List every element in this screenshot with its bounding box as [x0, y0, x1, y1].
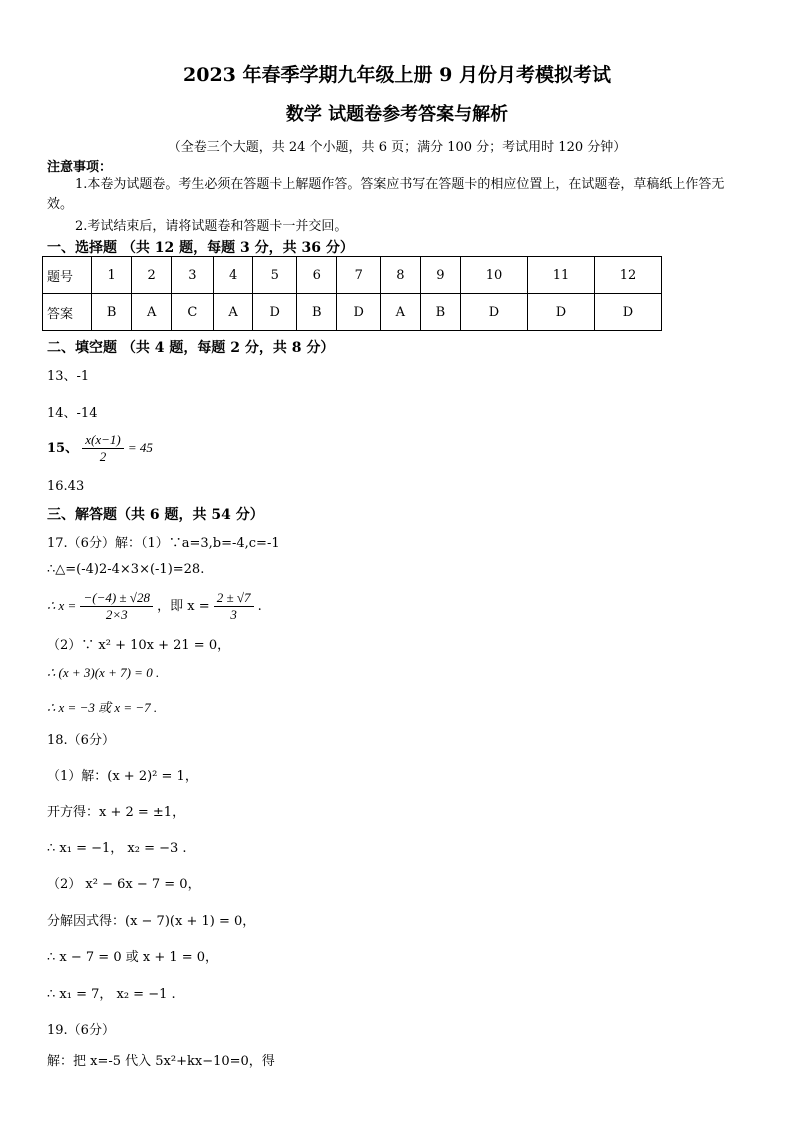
answer-15-rhs: = 45: [127, 440, 153, 455]
q18-line-4: （2） x² − 6x − 7 = 0，: [47, 877, 201, 892]
question-number: 7: [337, 257, 381, 294]
notes-item-2: 2.考试结束后，请将试题卷和答题卡一并交回。: [75, 219, 348, 234]
section-3-heading: 三、解答题（共 6 题，共 54 分）: [47, 507, 264, 523]
question-number: 10: [461, 257, 528, 294]
answer-cell: B: [420, 294, 460, 331]
q17-fraction-1: [80, 590, 152, 623]
answer-15-denominator: 2: [99, 449, 107, 464]
table-row-numbers: [43, 257, 662, 294]
question-number: 1: [92, 257, 132, 294]
q17-line-1: 17.（6分）解：（1）∵a=3,b=-4,c=-1: [47, 536, 280, 551]
question-number: 3: [171, 257, 213, 294]
q17-line-3: [47, 590, 262, 623]
answer-15: [47, 432, 153, 465]
q17-fraction-2: [214, 590, 254, 623]
answer-15-fraction: [82, 432, 123, 465]
question-number: 6: [297, 257, 337, 294]
question-number: 12: [594, 257, 661, 294]
section-2-heading: 二、填空题 （共 4 题，每题 2 分，共 8 分）: [47, 340, 335, 356]
answer-cell: D: [527, 294, 594, 331]
answer-cell: C: [171, 294, 213, 331]
answer-cell: A: [381, 294, 421, 331]
q17-line-4: （2）∵ x² + 10x + 21 = 0，: [47, 638, 231, 653]
answer-cell: A: [213, 294, 253, 331]
q18-line-0: 18.（6分）: [47, 733, 115, 748]
answer-16: 16.43: [47, 479, 85, 494]
answer-cell: D: [461, 294, 528, 331]
answer-table: [42, 256, 662, 331]
section-1-heading: 一、选择题 （共 12 题，每题 3 分，共 36 分）: [47, 240, 354, 256]
answer-cell: D: [253, 294, 297, 331]
answer-14: 14、-14: [47, 406, 98, 421]
q18-line-5: 分解因式得：(x − 7)(x + 1) = 0，: [47, 914, 256, 929]
q17-fraction-2-denominator: 3: [230, 607, 237, 622]
question-number: 9: [420, 257, 460, 294]
exam-info: （全卷三个大题，共 24 个小题，共 6 页；满分 100 分；考试用时 120 分钟）: [167, 140, 627, 155]
answer-15-label: 15、: [47, 441, 79, 456]
answer-cell: D: [594, 294, 661, 331]
q19-line-0: 19.（6分）: [47, 1023, 115, 1038]
q18-line-6: ∴ x − 7 = 0 或 x + 1 = 0，: [47, 950, 219, 965]
answer-cell: B: [297, 294, 337, 331]
row-label-number: 题号: [43, 257, 92, 294]
question-number: 4: [213, 257, 253, 294]
notes-item-1: 1.本卷为试题卷。考生必须在答题卡上解题作答。答案应书写在答题卡的相应位置上，在试题卷，草稿纸上作答无效。: [47, 177, 725, 212]
question-number: 2: [132, 257, 172, 294]
q18-line-2: 开方得：x + 2 = ±1，: [47, 805, 186, 820]
q17-x-equals: ∴ x =: [47, 598, 77, 613]
page-subtitle: 数学 试题卷参考答案与解析: [285, 104, 509, 125]
q18-line-1: （1）解：(x + 2)² = 1，: [47, 769, 198, 784]
q18-line-7: ∴ x₁ = 7， x₂ = −1 .: [47, 987, 176, 1002]
answer-15-numerator: x(x−1): [82, 432, 123, 449]
answer-13: 13、-1: [47, 369, 90, 384]
answer-cell: A: [132, 294, 172, 331]
q18-line-3: ∴ x₁ = −1， x₂ = −3 .: [47, 841, 187, 856]
page-title: 2023 年春季学期九年级上册 9 月份月考模拟考试: [183, 64, 611, 86]
table-row-answers: [43, 294, 662, 331]
q17-fraction-2-numerator: 2 ± √7: [214, 590, 254, 607]
question-number: 8: [381, 257, 421, 294]
q17-that-is: ，即 x =: [157, 599, 210, 614]
q19-line-1: 解：把 x=-5 代入 5x²+kx−10=0，得: [47, 1054, 275, 1069]
q17-line-6: ∴ x = −3 或 x = −7 .: [47, 700, 158, 715]
q17-period: .: [257, 599, 262, 614]
notes-heading: 注意事项：: [47, 160, 113, 175]
answer-cell: B: [92, 294, 132, 331]
q17-line-5: ∴ (x + 3)(x + 7) = 0 .: [47, 665, 160, 680]
q17-fraction-1-numerator: −(−4) ± √28: [80, 590, 152, 607]
answer-cell: D: [337, 294, 381, 331]
row-label-answer: 答案: [43, 294, 92, 331]
q17-fraction-1-denominator: 2×3: [105, 607, 128, 622]
question-number: 5: [253, 257, 297, 294]
question-number: 11: [527, 257, 594, 294]
q17-line-2: ∴△=(-4)2-4×3×(-1)=28.: [47, 562, 205, 577]
